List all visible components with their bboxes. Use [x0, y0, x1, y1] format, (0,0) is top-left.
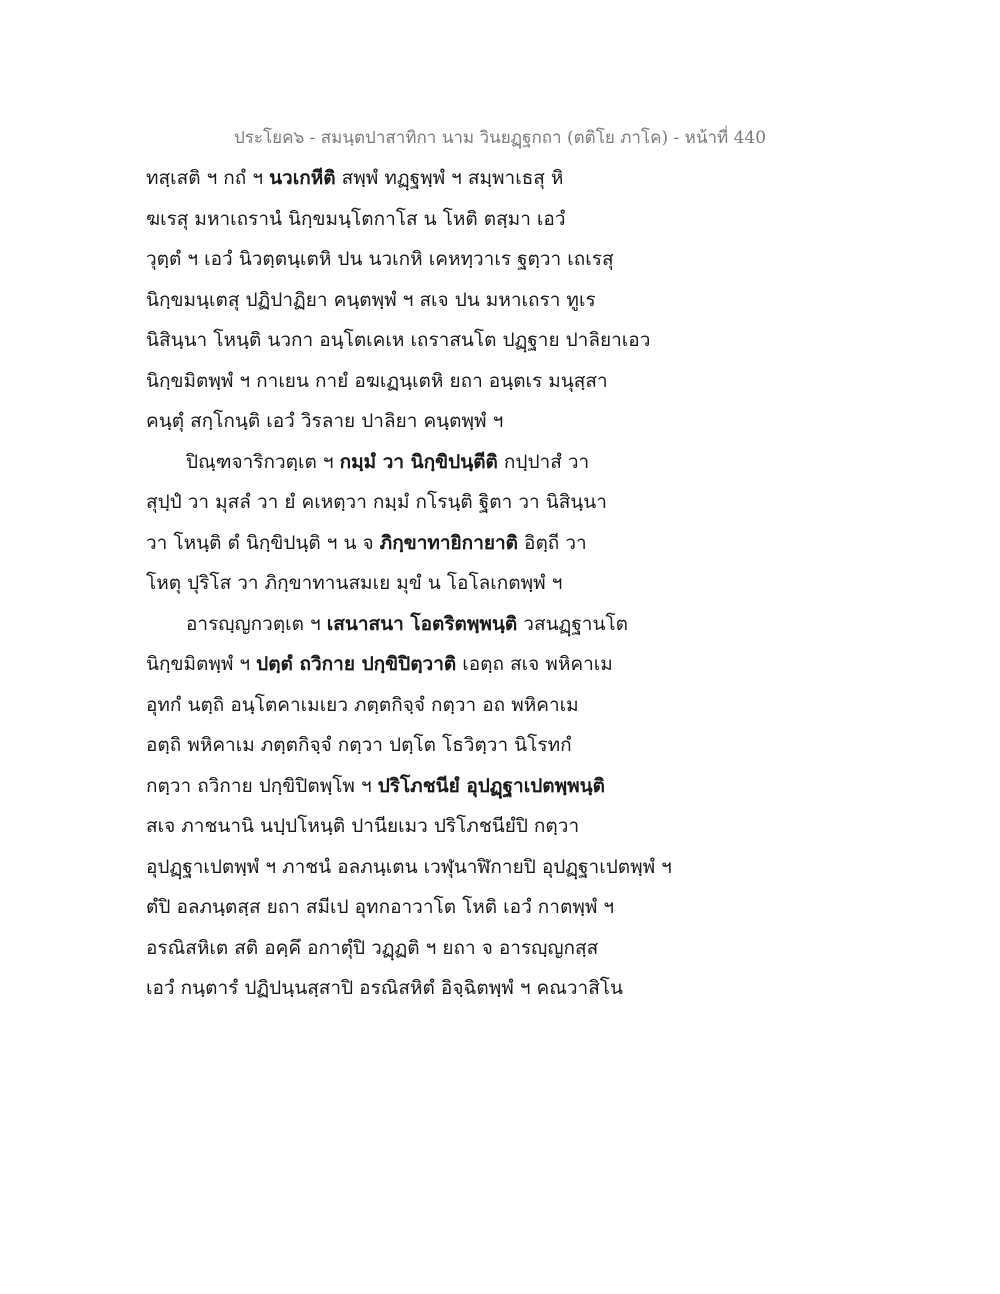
bold-term: เสนาสนา โอตริตพฺพนฺติ — [326, 612, 518, 635]
text-line — [146, 806, 706, 847]
text-span: วา โหนฺติ ตํ นิกฺขิปนฺติ ฯ น จ — [146, 531, 380, 554]
text-line — [146, 644, 706, 685]
paragraph-2 — [146, 442, 706, 604]
text-span: ปิณฺฑจาริกวตฺเต ฯ — [186, 450, 340, 473]
text-span: อุทกํ นตฺถิ อนฺโตคาเมเยว ภตฺตกิจฺจํ กตฺวา อถ พหิคาเม — [146, 693, 579, 716]
text-span: สุปฺปํ วา มุสลํ วา ยํ คเหตฺวา กมฺมํ กโรนฺติ ฐิตา วา นิสินฺนา — [146, 491, 607, 513]
text-span: ตํปิ อลภนฺตสฺส ยถา สมีเป อุทกอาวาโต โหติ เอวํ กาตพฺพํ ฯ — [146, 896, 615, 918]
text-span: โหตุ ปุริโส วา ภิกฺขาทานสมเย มุขํ น โอโลเกตพฺพํ ฯ — [146, 572, 563, 594]
text-span: อุปฏฺฐาเปตพฺพํ ฯ ภาชนํ อลภนฺเตน เวฬุนาฬิกายปิ อุปฏฺฐาเปตพฺพํ ฯ — [146, 855, 672, 878]
text-span: อตฺถิ พหิคาเม ภตฺตกิจฺจํ กตฺวา ปตฺโต โธวิตฺวา นิโรทกํ — [146, 734, 572, 756]
text-line — [146, 401, 706, 442]
text-span: อิตฺถี วา — [518, 531, 587, 554]
text-span: อารญฺญกวตฺเต ฯ — [186, 612, 327, 635]
text-span: นิสินฺนา โหนฺติ นวกา อนฺโตเคเห เถราสนโต ปฏฺฐาย ปาลิยาเอว — [146, 329, 651, 351]
paragraph-3 — [146, 604, 706, 1009]
text-line — [146, 523, 706, 564]
text-span: นิกฺขมนฺเตสุ ปฏิปาฏิยา คนฺตพฺพํ ฯ สเจ ปน มหาเถรา ทูเร — [146, 288, 596, 311]
text-span: กตฺวา ถวิกาย ปกฺขิปิตพฺโพ ฯ — [146, 774, 378, 797]
text-line — [146, 604, 706, 645]
text-span: สพฺพํ ทฏฺฐพฺพํ ฯ สมฺพาเธสุ หิ — [335, 167, 564, 189]
page-body — [146, 158, 706, 1009]
bold-term: ปตฺตํ ถวิกาย ปกฺขิปิตฺวาติ — [256, 653, 457, 675]
text-span: นิกฺขมิตพฺพํ ฯ กาเยน กายํ อฆเฏนฺเตหิ ยถา อนฺตเร มนุสฺสา — [146, 369, 608, 392]
bold-term: กมฺมํ วา นิกฺขิปนฺตีติ — [339, 450, 498, 473]
text-line — [146, 280, 706, 321]
bold-term: ปริโภชนียํ อุปฏฺฐาเปตพฺพนฺติ — [377, 774, 605, 797]
text-line — [146, 968, 706, 1009]
text-line — [146, 928, 706, 969]
text-line — [146, 320, 706, 361]
text-line — [146, 563, 706, 604]
text-span: ฆเรสุ มหาเถรานํ นิกฺขมนฺโตกาโส น โหติ ตสฺมา เอวํ — [146, 207, 566, 230]
text-line — [146, 847, 706, 888]
text-span: วสนฏฺฐานโต — [517, 612, 628, 635]
text-line — [146, 887, 706, 928]
text-span: อรณิสหิเต สติ อคฺคึ อกาตุํปิ วฏฺฏติ ฯ ยถา จ อารญฺญกสฺส — [146, 936, 599, 959]
bold-term: นวเกหีติ — [269, 167, 336, 189]
text-line — [146, 239, 706, 280]
text-line — [146, 725, 706, 766]
text-span: เอวํ กนฺตารํ ปฏิปนฺนสฺสาปิ อรณิสหิตํ อิจฺฉิตพฺพํ ฯ คณวาสิโน — [146, 977, 624, 999]
text-line — [146, 685, 706, 726]
text-line — [146, 361, 706, 402]
text-span: ทสฺเสติ ฯ กถํ ฯ — [146, 167, 270, 189]
text-line — [146, 766, 706, 807]
text-span: วุตฺตํ ฯ เอวํ นิวตฺตนฺเตหิ ปน นวเกหิ เคหทฺวาเร ฐตฺวา เถเรสุ — [146, 248, 614, 270]
text-line — [146, 199, 706, 240]
text-span: เอตฺถ สเจ พหิคาเม — [456, 653, 613, 675]
text-line — [146, 442, 706, 483]
text-line — [146, 482, 706, 523]
text-span: กปฺปาสํ วา — [497, 450, 590, 473]
page-header: ประโยค๖ - สมนฺตปาสาทิกา นาม วินยฏฺฐกถา (ตติโย ภาโค) - หน้าที่ 440 — [233, 128, 767, 148]
text-line — [146, 158, 706, 199]
text-span: คนฺตุํ สกฺโกนฺติ เอวํ วิรลาย ปาลิยา คนฺตพฺพํ ฯ — [146, 410, 504, 432]
bold-term: ภิกฺขาทายิกายาติ — [379, 531, 518, 554]
paragraph-1 — [146, 158, 706, 442]
text-span: นิกฺขมิตพฺพํ ฯ — [146, 653, 257, 675]
text-span: สเจ ภาชนานิ นปฺปโหนฺติ ปานียเมว ปริโภชนียํปิ กตฺวา — [146, 815, 580, 837]
